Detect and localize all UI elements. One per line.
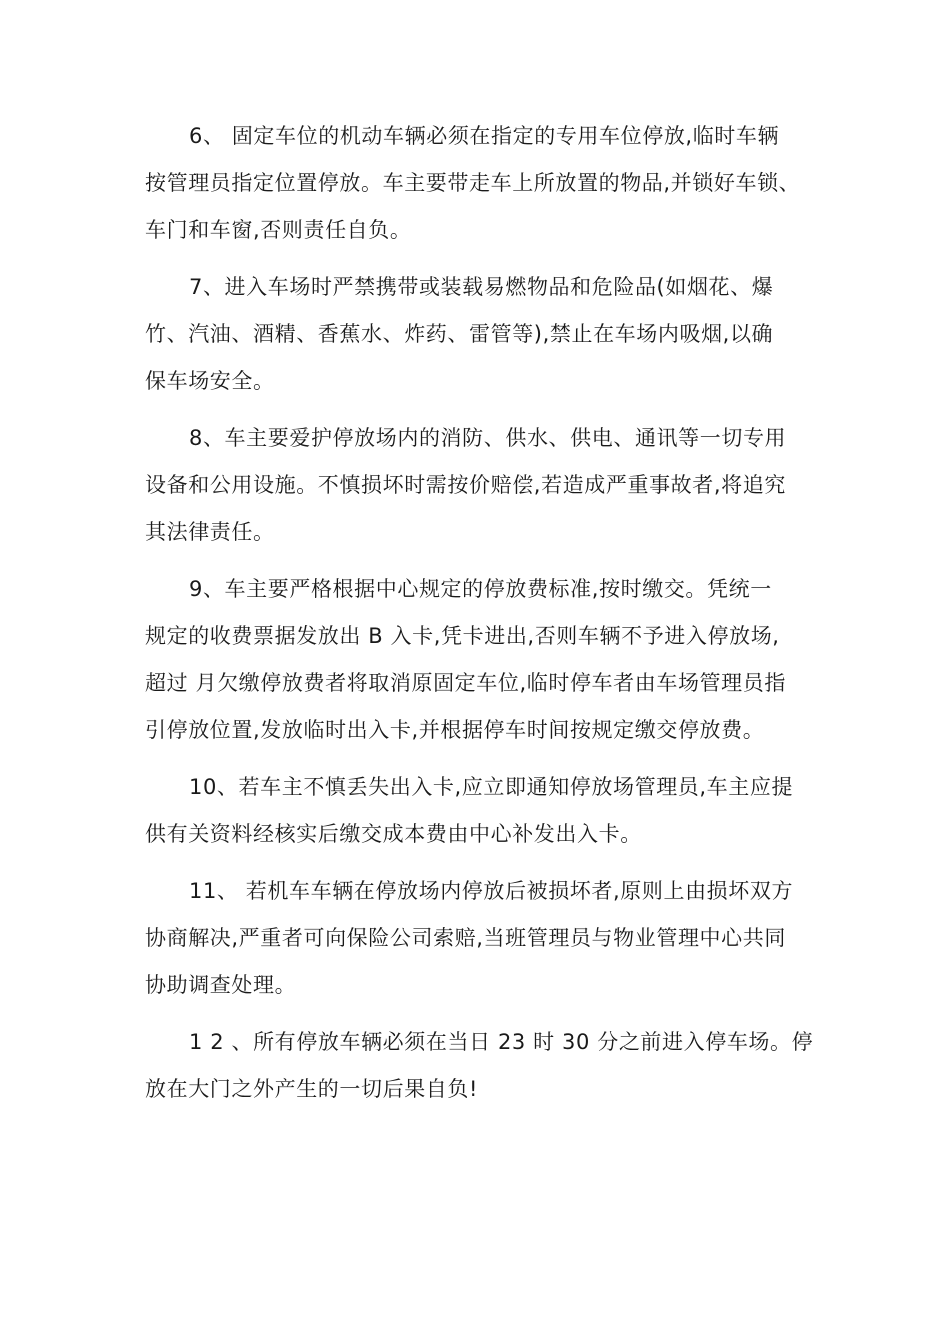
paragraph-line: 其法律责任。 <box>145 520 275 544</box>
paragraph-line: 7、进入车场时严禁携带或装载易燃物品和危险品(如烟花、爆 <box>189 275 774 299</box>
paragraph-9 <box>145 566 813 754</box>
paragraph-6 <box>145 113 813 254</box>
paragraph-8 <box>145 415 813 556</box>
paragraph-line: 11、 若机车车辆在停放场内停放后被损坏者,原则上由损坏双方 <box>189 879 794 903</box>
paragraph-line: 9、车主要严格根据中心规定的停放费标准,按时缴交。凭统一 <box>189 577 772 601</box>
paragraph-11 <box>145 868 813 1009</box>
paragraph-line: 按管理员指定位置停放。车主要带走车上所放置的物品,并锁好车锁、 <box>145 171 801 195</box>
paragraph-line: 8、车主要爱护停放场内的消防、供水、供电、通讯等一切专用 <box>189 426 787 450</box>
paragraph-line: 保车场安全。 <box>145 369 275 393</box>
paragraph-12 <box>145 1019 813 1113</box>
paragraph-line: 1 2 、所有停放车辆必须在当日 23 时 30 分之前进入停车场。停 <box>189 1030 814 1054</box>
paragraph-line: 超过 月欠缴停放费者将取消原固定车位,临时停车者由车场管理员指 <box>145 671 786 695</box>
paragraph-line: 供有关资料经核实后缴交成本费由中心补发出入卡。 <box>145 822 642 846</box>
paragraph-line: 设备和公用设施。不慎损坏时需按价赔偿,若造成严重事故者,将追究 <box>145 473 786 497</box>
document-body <box>145 113 813 1123</box>
paragraph-line: 竹、汽油、酒精、香蕉水、炸药、雷管等),禁止在车场内吸烟,以确 <box>145 322 774 346</box>
paragraph-line: 10、若车主不慎丢失出入卡,应立即通知停放场管理员,车主应提 <box>189 775 794 799</box>
paragraph-line: 车门和车窗,否则责任自负。 <box>145 218 412 242</box>
paragraph-7 <box>145 264 813 405</box>
paragraph-line: 放在大门之外产生的一切后果自负! <box>145 1077 479 1101</box>
paragraph-line: 规定的收费票据发放出 B 入卡,凭卡进出,否则车辆不予进入停放场, <box>145 624 780 648</box>
paragraph-line: 协商解决,严重者可向保险公司索赔,当班管理员与物业管理中心共同 <box>145 926 786 950</box>
paragraph-10 <box>145 764 813 858</box>
paragraph-line: 协助调查处理。 <box>145 973 297 997</box>
paragraph-line: 引停放位置,发放临时出入卡,并根据停车时间按规定缴交停放费。 <box>145 718 765 742</box>
paragraph-line: 6、 固定车位的机动车辆必须在指定的专用车位停放,临时车辆 <box>189 124 780 148</box>
